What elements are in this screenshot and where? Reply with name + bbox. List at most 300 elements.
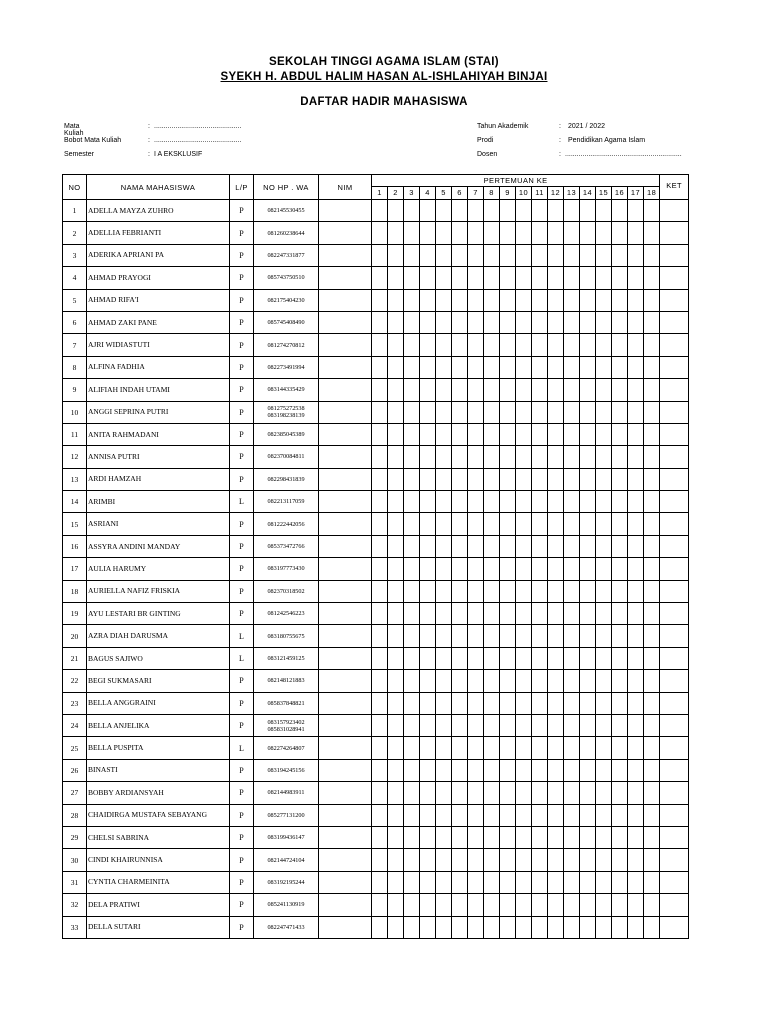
attendance-cell[interactable] [468, 603, 484, 625]
attendance-cell[interactable] [516, 446, 532, 468]
student-nim[interactable] [319, 513, 372, 535]
attendance-cell[interactable] [612, 423, 628, 445]
attendance-cell[interactable] [420, 356, 436, 378]
attendance-cell[interactable] [628, 580, 644, 602]
attendance-cell[interactable] [372, 558, 388, 580]
attendance-cell[interactable] [548, 692, 564, 714]
attendance-cell[interactable] [500, 849, 516, 871]
attendance-cell[interactable] [484, 692, 500, 714]
attendance-cell[interactable] [580, 446, 596, 468]
remarks-cell[interactable] [660, 916, 689, 938]
attendance-cell[interactable] [644, 468, 660, 490]
attendance-cell[interactable] [628, 603, 644, 625]
attendance-cell[interactable] [404, 401, 420, 423]
attendance-cell[interactable] [628, 804, 644, 826]
attendance-cell[interactable] [452, 558, 468, 580]
remarks-cell[interactable] [660, 491, 689, 513]
attendance-cell[interactable] [644, 491, 660, 513]
student-nim[interactable] [319, 558, 372, 580]
attendance-cell[interactable] [404, 804, 420, 826]
attendance-cell[interactable] [436, 468, 452, 490]
attendance-cell[interactable] [452, 849, 468, 871]
attendance-cell[interactable] [468, 916, 484, 938]
student-nim[interactable] [319, 468, 372, 490]
attendance-cell[interactable] [628, 759, 644, 781]
attendance-cell[interactable] [612, 737, 628, 759]
attendance-cell[interactable] [612, 826, 628, 848]
attendance-cell[interactable] [436, 916, 452, 938]
attendance-cell[interactable] [484, 894, 500, 916]
attendance-cell[interactable] [596, 222, 612, 244]
attendance-cell[interactable] [532, 647, 548, 669]
attendance-cell[interactable] [404, 356, 420, 378]
attendance-cell[interactable] [612, 603, 628, 625]
attendance-cell[interactable] [644, 804, 660, 826]
attendance-cell[interactable] [420, 894, 436, 916]
attendance-cell[interactable] [420, 289, 436, 311]
attendance-cell[interactable] [596, 580, 612, 602]
attendance-cell[interactable] [644, 379, 660, 401]
attendance-cell[interactable] [580, 535, 596, 557]
attendance-cell[interactable] [628, 894, 644, 916]
student-nim[interactable] [319, 670, 372, 692]
student-nim[interactable] [319, 782, 372, 804]
attendance-cell[interactable] [372, 670, 388, 692]
attendance-cell[interactable] [420, 244, 436, 266]
attendance-cell[interactable] [612, 535, 628, 557]
attendance-cell[interactable] [532, 446, 548, 468]
attendance-cell[interactable] [612, 289, 628, 311]
attendance-cell[interactable] [420, 267, 436, 289]
student-nim[interactable] [319, 580, 372, 602]
attendance-cell[interactable] [548, 737, 564, 759]
attendance-cell[interactable] [500, 558, 516, 580]
attendance-cell[interactable] [388, 535, 404, 557]
attendance-cell[interactable] [404, 826, 420, 848]
attendance-cell[interactable] [644, 200, 660, 222]
attendance-cell[interactable] [564, 647, 580, 669]
attendance-cell[interactable] [420, 580, 436, 602]
attendance-cell[interactable] [612, 580, 628, 602]
attendance-cell[interactable] [644, 849, 660, 871]
attendance-cell[interactable] [404, 894, 420, 916]
attendance-cell[interactable] [644, 692, 660, 714]
attendance-cell[interactable] [500, 356, 516, 378]
attendance-cell[interactable] [612, 759, 628, 781]
attendance-cell[interactable] [532, 849, 548, 871]
attendance-cell[interactable] [516, 222, 532, 244]
attendance-cell[interactable] [420, 311, 436, 333]
attendance-cell[interactable] [484, 401, 500, 423]
attendance-cell[interactable] [564, 491, 580, 513]
attendance-cell[interactable] [388, 289, 404, 311]
attendance-cell[interactable] [436, 491, 452, 513]
attendance-cell[interactable] [388, 446, 404, 468]
attendance-cell[interactable] [564, 311, 580, 333]
attendance-cell[interactable] [500, 647, 516, 669]
attendance-cell[interactable] [516, 871, 532, 893]
attendance-cell[interactable] [516, 311, 532, 333]
attendance-cell[interactable] [404, 603, 420, 625]
attendance-cell[interactable] [388, 491, 404, 513]
remarks-cell[interactable] [660, 759, 689, 781]
attendance-cell[interactable] [484, 311, 500, 333]
attendance-cell[interactable] [532, 535, 548, 557]
attendance-cell[interactable] [532, 267, 548, 289]
remarks-cell[interactable] [660, 580, 689, 602]
attendance-cell[interactable] [628, 916, 644, 938]
attendance-cell[interactable] [420, 468, 436, 490]
attendance-cell[interactable] [516, 423, 532, 445]
student-nim[interactable] [319, 894, 372, 916]
attendance-cell[interactable] [596, 379, 612, 401]
attendance-cell[interactable] [548, 535, 564, 557]
attendance-cell[interactable] [436, 446, 452, 468]
attendance-cell[interactable] [404, 289, 420, 311]
attendance-cell[interactable] [436, 692, 452, 714]
attendance-cell[interactable] [564, 289, 580, 311]
attendance-cell[interactable] [372, 244, 388, 266]
attendance-cell[interactable] [532, 468, 548, 490]
attendance-cell[interactable] [388, 625, 404, 647]
attendance-cell[interactable] [436, 334, 452, 356]
attendance-cell[interactable] [372, 759, 388, 781]
attendance-cell[interactable] [468, 535, 484, 557]
attendance-cell[interactable] [564, 468, 580, 490]
attendance-cell[interactable] [628, 625, 644, 647]
attendance-cell[interactable] [436, 714, 452, 736]
attendance-cell[interactable] [516, 513, 532, 535]
attendance-cell[interactable] [564, 423, 580, 445]
attendance-cell[interactable] [580, 916, 596, 938]
attendance-cell[interactable] [580, 468, 596, 490]
attendance-cell[interactable] [436, 804, 452, 826]
attendance-cell[interactable] [500, 379, 516, 401]
attendance-cell[interactable] [500, 603, 516, 625]
attendance-cell[interactable] [516, 849, 532, 871]
attendance-cell[interactable] [628, 491, 644, 513]
attendance-cell[interactable] [628, 535, 644, 557]
student-nim[interactable] [319, 535, 372, 557]
attendance-cell[interactable] [468, 558, 484, 580]
attendance-cell[interactable] [548, 267, 564, 289]
attendance-cell[interactable] [372, 535, 388, 557]
attendance-cell[interactable] [516, 267, 532, 289]
attendance-cell[interactable] [404, 692, 420, 714]
attendance-cell[interactable] [484, 849, 500, 871]
attendance-cell[interactable] [436, 379, 452, 401]
attendance-cell[interactable] [468, 200, 484, 222]
attendance-cell[interactable] [548, 714, 564, 736]
attendance-cell[interactable] [452, 916, 468, 938]
attendance-cell[interactable] [500, 200, 516, 222]
attendance-cell[interactable] [372, 491, 388, 513]
attendance-cell[interactable] [532, 804, 548, 826]
student-nim[interactable] [319, 871, 372, 893]
attendance-cell[interactable] [452, 423, 468, 445]
remarks-cell[interactable] [660, 334, 689, 356]
attendance-cell[interactable] [388, 379, 404, 401]
attendance-cell[interactable] [468, 670, 484, 692]
attendance-cell[interactable] [596, 200, 612, 222]
attendance-cell[interactable] [452, 894, 468, 916]
attendance-cell[interactable] [420, 423, 436, 445]
attendance-cell[interactable] [484, 356, 500, 378]
attendance-cell[interactable] [372, 894, 388, 916]
attendance-cell[interactable] [564, 894, 580, 916]
remarks-cell[interactable] [660, 826, 689, 848]
attendance-cell[interactable] [580, 894, 596, 916]
attendance-cell[interactable] [436, 513, 452, 535]
attendance-cell[interactable] [484, 625, 500, 647]
student-nim[interactable] [319, 603, 372, 625]
attendance-cell[interactable] [484, 244, 500, 266]
attendance-cell[interactable] [484, 782, 500, 804]
attendance-cell[interactable] [580, 222, 596, 244]
attendance-cell[interactable] [644, 670, 660, 692]
attendance-cell[interactable] [532, 737, 548, 759]
attendance-cell[interactable] [580, 356, 596, 378]
attendance-cell[interactable] [596, 334, 612, 356]
remarks-cell[interactable] [660, 804, 689, 826]
attendance-cell[interactable] [644, 580, 660, 602]
attendance-cell[interactable] [548, 289, 564, 311]
attendance-cell[interactable] [580, 647, 596, 669]
attendance-cell[interactable] [404, 625, 420, 647]
attendance-cell[interactable] [580, 849, 596, 871]
attendance-cell[interactable] [564, 916, 580, 938]
attendance-cell[interactable] [516, 670, 532, 692]
attendance-cell[interactable] [548, 200, 564, 222]
attendance-cell[interactable] [372, 804, 388, 826]
attendance-cell[interactable] [580, 804, 596, 826]
attendance-cell[interactable] [436, 871, 452, 893]
attendance-cell[interactable] [580, 423, 596, 445]
attendance-cell[interactable] [580, 379, 596, 401]
attendance-cell[interactable] [612, 871, 628, 893]
attendance-cell[interactable] [612, 311, 628, 333]
attendance-cell[interactable] [596, 401, 612, 423]
attendance-cell[interactable] [436, 894, 452, 916]
attendance-cell[interactable] [468, 491, 484, 513]
attendance-cell[interactable] [420, 737, 436, 759]
attendance-cell[interactable] [388, 334, 404, 356]
attendance-cell[interactable] [436, 558, 452, 580]
attendance-cell[interactable] [516, 356, 532, 378]
attendance-cell[interactable] [468, 737, 484, 759]
attendance-cell[interactable] [628, 379, 644, 401]
attendance-cell[interactable] [548, 871, 564, 893]
attendance-cell[interactable] [484, 871, 500, 893]
attendance-cell[interactable] [420, 603, 436, 625]
attendance-cell[interactable] [452, 379, 468, 401]
attendance-cell[interactable] [628, 311, 644, 333]
attendance-cell[interactable] [404, 222, 420, 244]
attendance-cell[interactable] [436, 759, 452, 781]
attendance-cell[interactable] [564, 401, 580, 423]
student-nim[interactable] [319, 826, 372, 848]
attendance-cell[interactable] [580, 311, 596, 333]
attendance-cell[interactable] [372, 580, 388, 602]
attendance-cell[interactable] [580, 625, 596, 647]
attendance-cell[interactable] [580, 513, 596, 535]
attendance-cell[interactable] [564, 782, 580, 804]
attendance-cell[interactable] [532, 379, 548, 401]
attendance-cell[interactable] [548, 468, 564, 490]
attendance-cell[interactable] [532, 625, 548, 647]
attendance-cell[interactable] [388, 244, 404, 266]
attendance-cell[interactable] [532, 200, 548, 222]
attendance-cell[interactable] [388, 267, 404, 289]
attendance-cell[interactable] [420, 692, 436, 714]
attendance-cell[interactable] [436, 200, 452, 222]
attendance-cell[interactable] [580, 603, 596, 625]
attendance-cell[interactable] [596, 468, 612, 490]
attendance-cell[interactable] [420, 401, 436, 423]
attendance-cell[interactable] [420, 558, 436, 580]
student-nim[interactable] [319, 222, 372, 244]
attendance-cell[interactable] [420, 379, 436, 401]
attendance-cell[interactable] [372, 647, 388, 669]
attendance-cell[interactable] [404, 871, 420, 893]
attendance-cell[interactable] [564, 558, 580, 580]
attendance-cell[interactable] [500, 513, 516, 535]
attendance-cell[interactable] [596, 871, 612, 893]
attendance-cell[interactable] [580, 558, 596, 580]
attendance-cell[interactable] [500, 804, 516, 826]
attendance-cell[interactable] [468, 468, 484, 490]
attendance-cell[interactable] [452, 737, 468, 759]
remarks-cell[interactable] [660, 513, 689, 535]
attendance-cell[interactable] [516, 580, 532, 602]
attendance-cell[interactable] [468, 782, 484, 804]
attendance-cell[interactable] [468, 222, 484, 244]
attendance-cell[interactable] [468, 625, 484, 647]
attendance-cell[interactable] [484, 513, 500, 535]
student-nim[interactable] [319, 423, 372, 445]
attendance-cell[interactable] [468, 446, 484, 468]
attendance-cell[interactable] [644, 446, 660, 468]
attendance-cell[interactable] [516, 782, 532, 804]
attendance-cell[interactable] [420, 714, 436, 736]
attendance-cell[interactable] [452, 714, 468, 736]
attendance-cell[interactable] [388, 782, 404, 804]
attendance-cell[interactable] [420, 647, 436, 669]
attendance-cell[interactable] [628, 647, 644, 669]
attendance-cell[interactable] [452, 222, 468, 244]
attendance-cell[interactable] [548, 356, 564, 378]
attendance-cell[interactable] [612, 849, 628, 871]
attendance-cell[interactable] [596, 826, 612, 848]
student-nim[interactable] [319, 647, 372, 669]
attendance-cell[interactable] [612, 782, 628, 804]
attendance-cell[interactable] [612, 244, 628, 266]
attendance-cell[interactable] [532, 423, 548, 445]
attendance-cell[interactable] [468, 379, 484, 401]
attendance-cell[interactable] [628, 714, 644, 736]
attendance-cell[interactable] [516, 244, 532, 266]
attendance-cell[interactable] [404, 446, 420, 468]
student-nim[interactable] [319, 916, 372, 938]
attendance-cell[interactable] [644, 244, 660, 266]
remarks-cell[interactable] [660, 849, 689, 871]
attendance-cell[interactable] [484, 670, 500, 692]
attendance-cell[interactable] [388, 603, 404, 625]
attendance-cell[interactable] [500, 311, 516, 333]
attendance-cell[interactable] [644, 311, 660, 333]
remarks-cell[interactable] [660, 692, 689, 714]
attendance-cell[interactable] [596, 849, 612, 871]
attendance-cell[interactable] [548, 491, 564, 513]
attendance-cell[interactable] [468, 513, 484, 535]
attendance-cell[interactable] [564, 759, 580, 781]
attendance-cell[interactable] [388, 468, 404, 490]
attendance-cell[interactable] [420, 782, 436, 804]
attendance-cell[interactable] [452, 782, 468, 804]
attendance-cell[interactable] [580, 670, 596, 692]
attendance-cell[interactable] [372, 222, 388, 244]
attendance-cell[interactable] [532, 558, 548, 580]
attendance-cell[interactable] [532, 334, 548, 356]
attendance-cell[interactable] [436, 603, 452, 625]
remarks-cell[interactable] [660, 894, 689, 916]
attendance-cell[interactable] [500, 759, 516, 781]
attendance-cell[interactable] [516, 894, 532, 916]
remarks-cell[interactable] [660, 714, 689, 736]
attendance-cell[interactable] [388, 423, 404, 445]
attendance-cell[interactable] [372, 625, 388, 647]
attendance-cell[interactable] [452, 670, 468, 692]
attendance-cell[interactable] [580, 580, 596, 602]
attendance-cell[interactable] [644, 334, 660, 356]
attendance-cell[interactable] [436, 423, 452, 445]
attendance-cell[interactable] [628, 222, 644, 244]
attendance-cell[interactable] [436, 580, 452, 602]
attendance-cell[interactable] [452, 759, 468, 781]
attendance-cell[interactable] [532, 222, 548, 244]
attendance-cell[interactable] [596, 446, 612, 468]
attendance-cell[interactable] [452, 446, 468, 468]
student-nim[interactable] [319, 311, 372, 333]
attendance-cell[interactable] [468, 714, 484, 736]
attendance-cell[interactable] [420, 513, 436, 535]
attendance-cell[interactable] [516, 737, 532, 759]
attendance-cell[interactable] [644, 558, 660, 580]
attendance-cell[interactable] [404, 714, 420, 736]
attendance-cell[interactable] [436, 670, 452, 692]
attendance-cell[interactable] [452, 647, 468, 669]
attendance-cell[interactable] [420, 670, 436, 692]
attendance-cell[interactable] [516, 714, 532, 736]
attendance-cell[interactable] [420, 491, 436, 513]
attendance-cell[interactable] [404, 670, 420, 692]
attendance-cell[interactable] [628, 401, 644, 423]
attendance-cell[interactable] [388, 311, 404, 333]
attendance-cell[interactable] [452, 244, 468, 266]
attendance-cell[interactable] [596, 513, 612, 535]
attendance-cell[interactable] [532, 782, 548, 804]
attendance-cell[interactable] [644, 356, 660, 378]
attendance-cell[interactable] [388, 871, 404, 893]
attendance-cell[interactable] [644, 625, 660, 647]
attendance-cell[interactable] [420, 625, 436, 647]
attendance-cell[interactable] [388, 558, 404, 580]
attendance-cell[interactable] [388, 200, 404, 222]
attendance-cell[interactable] [404, 647, 420, 669]
remarks-cell[interactable] [660, 267, 689, 289]
attendance-cell[interactable] [548, 670, 564, 692]
attendance-cell[interactable] [596, 244, 612, 266]
